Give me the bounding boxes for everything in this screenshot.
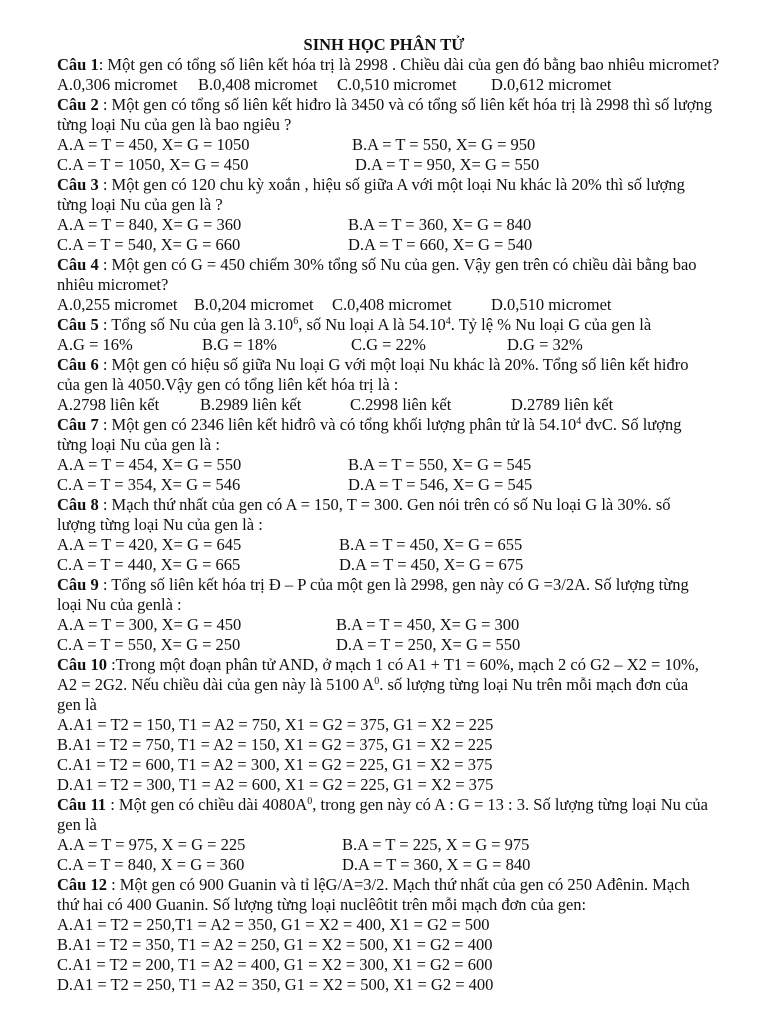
question-label: Câu 3 bbox=[57, 175, 99, 194]
question-text: : Một gen có G = 450 chiếm 30% tổng số Nu của gen. Vậy gen trên có chiều dài bằng bao bbox=[98, 255, 697, 274]
q8-option-d: D.A = T = 450, X= G = 675 bbox=[339, 555, 524, 574]
question-label: Câu 1 bbox=[57, 55, 99, 74]
q1-option-b: B.0,408 micromet bbox=[198, 75, 318, 94]
question-text: , trong gen này có A : G = 13 : 3. Số lượng từng loại Nu của bbox=[312, 795, 708, 814]
q6-option-d: D.2789 liên kết bbox=[511, 395, 614, 414]
q4-option-d: D.0,510 micromet bbox=[491, 295, 612, 314]
question-label: Câu 7 bbox=[57, 415, 99, 434]
q5-option-c: C.G = 22% bbox=[351, 335, 426, 354]
question-12-cont: thứ hai có 400 Guanin. Số lượng từng loại nuclêôtit trên mỗi mạch đơn của gen: bbox=[57, 895, 587, 914]
question-text: . Tỷ lệ % Nu loại G của gen là bbox=[450, 315, 652, 334]
question-text: : Một gen có tổng số liên kết hóa trị là 2998 . Chiều dài của gen đó bằng bao nhiêu micromet? bbox=[98, 55, 720, 74]
question-4-cont: nhiêu micromet? bbox=[57, 275, 169, 294]
superscript: 4 bbox=[576, 416, 582, 427]
q2-option-d: D.A = T = 950, X= G = 550 bbox=[355, 155, 540, 174]
question-text: đvC. Số lượng bbox=[581, 415, 682, 434]
question-10 bbox=[57, 655, 699, 675]
question-text: . số lượng từng loại Nu trên mỗi mạch đơn của bbox=[379, 675, 689, 694]
q6-option-c: C.2998 liên kết bbox=[350, 395, 452, 414]
q3-option-d: D.A = T = 660, X= G = 540 bbox=[348, 235, 533, 254]
page-title: SINH HỌC PHÂN TỬ bbox=[303, 35, 465, 54]
q12-option-b: B.A1 = T2 = 350, T1 = A2 = 250, G1 = X2 = 500, X1 = G2 = 400 bbox=[57, 935, 493, 954]
q5-option-d: D.G = 32% bbox=[507, 335, 583, 354]
q4-option-b: B.0,204 micromet bbox=[194, 295, 314, 314]
q12-option-a: A.A1 = T2 = 250,T1 = A2 = 350, G1 = X2 = 400, X1 = G2 = 500 bbox=[57, 915, 490, 934]
q10-option-a: A.A1 = T2 = 150, T1 = A2 = 750, X1 = G2 = 375, G1 = X2 = 225 bbox=[57, 715, 494, 734]
question-4 bbox=[57, 255, 697, 275]
q4-option-c: C.0,408 micromet bbox=[332, 295, 452, 314]
q1-option-d: D.0,612 micromet bbox=[491, 75, 612, 94]
question-text: : Một gen có chiều dài 4080A bbox=[106, 795, 308, 814]
q11-option-c: C.A = T = 840, X = G = 360 bbox=[57, 855, 245, 874]
question-11 bbox=[57, 795, 708, 815]
q2-option-a: A.A = T = 450, X= G = 1050 bbox=[57, 135, 250, 154]
question-label: Câu 10 bbox=[57, 655, 107, 674]
question-10-cont bbox=[57, 675, 688, 695]
q7-option-d: D.A = T = 546, X= G = 545 bbox=[348, 475, 533, 494]
superscript: 0 bbox=[374, 676, 380, 687]
q10-option-c: C.A1 = T2 = 600, T1 = A2 = 300, X1 = G2 = 225, G1 = X2 = 375 bbox=[57, 755, 493, 774]
question-12 bbox=[57, 875, 690, 895]
question-9-cont: loại Nu của genlà : bbox=[57, 595, 182, 614]
q1-option-a: A.0,306 micromet bbox=[57, 75, 178, 94]
question-text: : Một gen có 900 Guanin và tỉ lệG/A=3/2. Mạch thứ nhất của gen có 250 Ađênin. Mạch bbox=[106, 875, 690, 894]
question-text: : Một gen có hiệu số giữa Nu loại G với một loại Nu khác là 20%. Tổng số liên kết hiđro bbox=[98, 355, 689, 374]
question-text: : Một gen có tổng số liên kết hiđro là 3450 và có tổng số liên kết hóa trị là 2998 thì số lượng bbox=[98, 95, 713, 114]
question-label: Câu 4 bbox=[57, 255, 99, 274]
question-6-cont: của gen là 4050.Vậy gen có tổng liên kết hóa trị là : bbox=[57, 375, 399, 394]
superscript: 6 bbox=[293, 316, 299, 327]
q6-option-a: A.2798 liên kết bbox=[57, 395, 160, 414]
question-label: Câu 8 bbox=[57, 495, 99, 514]
q9-option-c: C.A = T = 550, X= G = 250 bbox=[57, 635, 241, 654]
q11-option-d: D.A = T = 360, X = G = 840 bbox=[342, 855, 531, 874]
q10-option-d: D.A1 = T2 = 300, T1 = A2 = 600, X1 = G2 = 225, G1 = X2 = 375 bbox=[57, 775, 494, 794]
question-text: : Một gen có 2346 liên kết hiđrô và có tổng khối lượng phân tử là 54.10 bbox=[98, 415, 577, 434]
question-3-cont: từng loại Nu của gen là ? bbox=[57, 195, 223, 214]
question-text: : Một gen có 120 chu kỳ xoắn , hiệu số giữa A với một loại Nu khác là 20% thì số lượng bbox=[98, 175, 685, 194]
question-label: Câu 2 bbox=[57, 95, 99, 114]
question-11-cont: gen là bbox=[57, 815, 97, 834]
question-label: Câu 12 bbox=[57, 875, 107, 894]
q2-option-c: C.A = T = 1050, X= G = 450 bbox=[57, 155, 249, 174]
q2-option-b: B.A = T = 550, X= G = 950 bbox=[352, 135, 536, 154]
question-6 bbox=[57, 355, 688, 375]
question-8-cont: lượng từng loại Nu của gen là : bbox=[57, 515, 263, 534]
q10-option-b: B.A1 = T2 = 750, T1 = A2 = 150, X1 = G2 = 375, G1 = X2 = 225 bbox=[57, 735, 493, 754]
q7-option-b: B.A = T = 550, X= G = 545 bbox=[348, 455, 532, 474]
q3-option-c: C.A = T = 540, X= G = 660 bbox=[57, 235, 241, 254]
question-text: : Mạch thứ nhất của gen có A = 150, T = 300. Gen nói trên có số Nu loại G là 30%. số bbox=[98, 495, 671, 514]
q11-option-b: B.A = T = 225, X = G = 975 bbox=[342, 835, 530, 854]
q12-option-c: C.A1 = T2 = 200, T1 = A2 = 400, G1 = X2 = 300, X1 = G2 = 600 bbox=[57, 955, 493, 974]
question-7-cont: từng loại Nu của gen là : bbox=[57, 435, 220, 454]
superscript: 4 bbox=[445, 316, 451, 327]
question-5 bbox=[57, 315, 651, 335]
q3-option-a: A.A = T = 840, X= G = 360 bbox=[57, 215, 242, 234]
question-text: : Tổng số liên kết hóa trị Đ – P của một gen là 2998, gen này có G =3/2A. Số lượng từng bbox=[98, 575, 689, 594]
question-text: :Trong một đoạn phân tử AND, ở mạch 1 có A1 + T1 = 60%, mạch 2 có G2 – X2 = 10%, bbox=[106, 655, 699, 674]
q9-option-a: A.A = T = 300, X= G = 450 bbox=[57, 615, 242, 634]
q4-option-a: A.0,255 micromet bbox=[57, 295, 178, 314]
q5-option-a: A.G = 16% bbox=[57, 335, 133, 354]
question-1 bbox=[57, 55, 719, 75]
q11-option-a: A.A = T = 975, X = G = 225 bbox=[57, 835, 246, 854]
q12-option-d: D.A1 = T2 = 250, T1 = A2 = 350, G1 = X2 = 500, X1 = G2 = 400 bbox=[57, 975, 494, 994]
q8-option-b: B.A = T = 450, X= G = 655 bbox=[339, 535, 523, 554]
q6-option-b: B.2989 liên kết bbox=[200, 395, 302, 414]
q1-option-c: C.0,510 micromet bbox=[337, 75, 457, 94]
question-text: : Tổng số Nu của gen là 3.10 bbox=[98, 315, 294, 334]
question-7 bbox=[57, 415, 681, 435]
q7-option-c: C.A = T = 354, X= G = 546 bbox=[57, 475, 241, 494]
q9-option-d: D.A = T = 250, X= G = 550 bbox=[336, 635, 521, 654]
q9-option-b: B.A = T = 450, X= G = 300 bbox=[336, 615, 520, 634]
question-text: , số Nu loại A là 54.10 bbox=[298, 315, 446, 334]
question-10-cont: gen là bbox=[57, 695, 97, 714]
question-8 bbox=[57, 495, 671, 515]
question-9 bbox=[57, 575, 689, 595]
question-label: Câu 9 bbox=[57, 575, 99, 594]
question-text: A2 = 2G2. Nếu chiều dài của gen này là 5100 A bbox=[57, 675, 375, 694]
q5-option-b: B.G = 18% bbox=[202, 335, 277, 354]
question-label: Câu 6 bbox=[57, 355, 99, 374]
question-2 bbox=[57, 95, 712, 115]
question-label: Câu 11 bbox=[57, 795, 107, 814]
q8-option-c: C.A = T = 440, X= G = 665 bbox=[57, 555, 241, 574]
question-label: Câu 5 bbox=[57, 315, 99, 334]
question-3 bbox=[57, 175, 685, 195]
question-2-cont: từng loại Nu của gen là bao ngiêu ? bbox=[57, 115, 292, 134]
q7-option-a: A.A = T = 454, X= G = 550 bbox=[57, 455, 242, 474]
superscript: 0 bbox=[307, 796, 313, 807]
q8-option-a: A.A = T = 420, X= G = 645 bbox=[57, 535, 242, 554]
q3-option-b: B.A = T = 360, X= G = 840 bbox=[348, 215, 532, 234]
